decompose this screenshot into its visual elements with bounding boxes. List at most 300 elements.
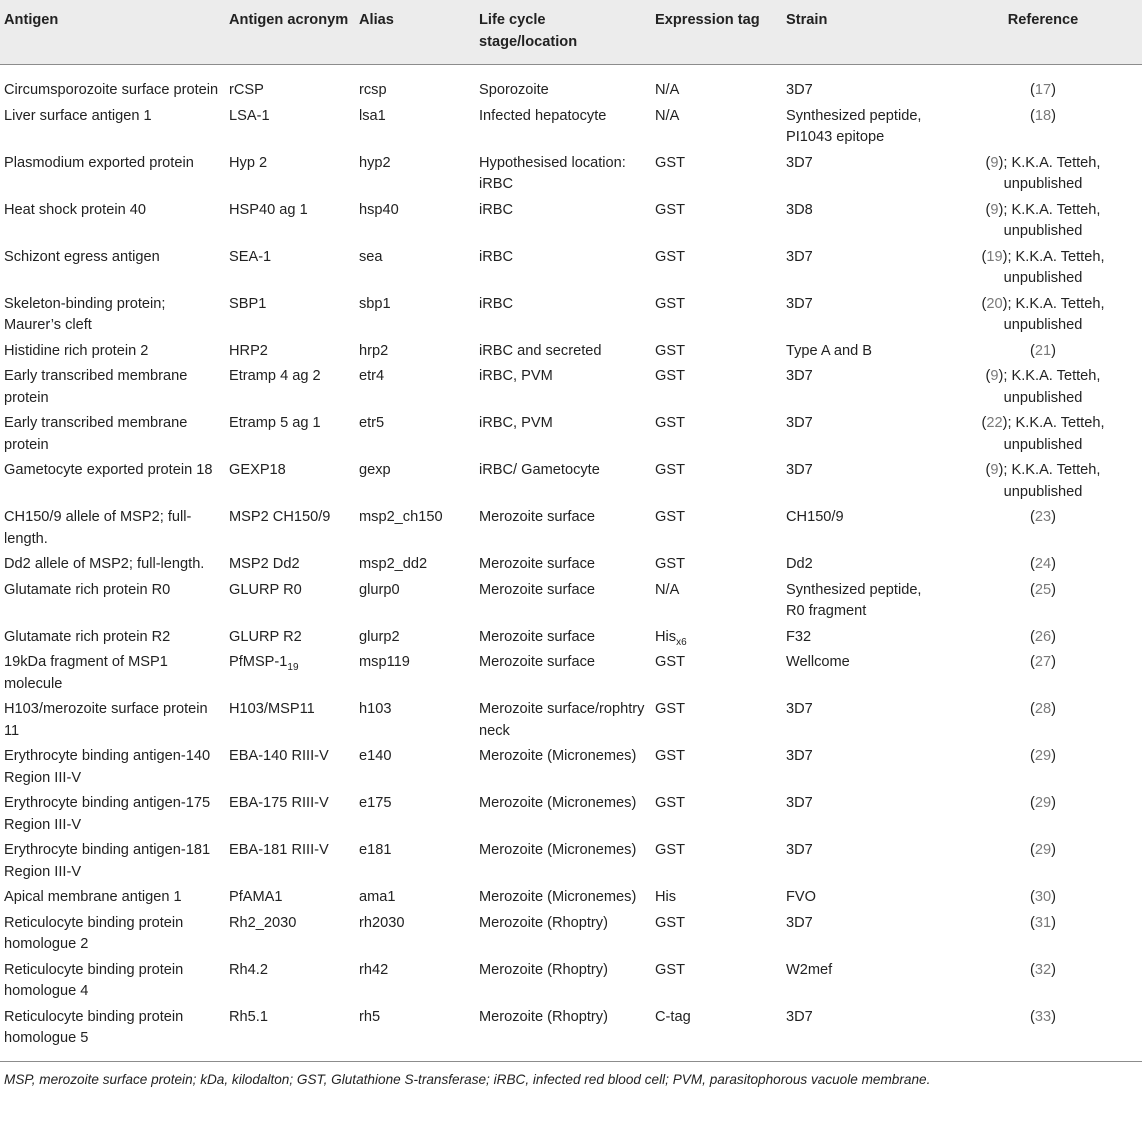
cell-strain-text: CH150/9: [786, 509, 844, 525]
cell-alias-text: rh5: [359, 1008, 381, 1025]
cell-acronym-text: Hyp 2: [229, 154, 268, 171]
table-row: [0, 200, 1142, 247]
table-header: [0, 0, 1142, 65]
header-alias: Alias: [355, 0, 475, 65]
reference-link[interactable]: 9: [990, 462, 999, 478]
cell-tag-text: C-tag: [655, 1008, 691, 1025]
cell-acronym: [225, 699, 355, 746]
paren-close: ): [1051, 795, 1056, 811]
cell-alias: [355, 913, 475, 960]
paren-close: ): [1051, 748, 1056, 764]
cell-reference: [944, 627, 1142, 653]
cell-acronym-text: MSP2 CH150/9: [229, 509, 331, 525]
reference-link[interactable]: 19: [986, 248, 1003, 265]
cell-tag: [651, 341, 782, 367]
reference-link[interactable]: 23: [1034, 509, 1052, 525]
cell-alias: [355, 106, 475, 153]
paren-open: (: [1030, 701, 1035, 717]
cell-strain: [782, 507, 944, 554]
table-body: [0, 65, 1142, 1062]
table-row: [0, 699, 1142, 746]
cell-tag-text: GST: [655, 342, 685, 359]
cell-reference: [944, 65, 1142, 106]
cell-stage-text: Sporozoite: [479, 82, 549, 98]
cell-tag: [651, 793, 782, 840]
cell-alias-text: sbp1: [359, 295, 391, 312]
cell-antigen-text: Erythrocyte binding antigen-175 Region III-V: [4, 795, 211, 833]
paren-open: (: [1030, 961, 1035, 978]
cell-acronym-text: HSP40 ag 1: [229, 201, 308, 218]
cell-strain: [782, 366, 944, 413]
cell-stage: [475, 554, 651, 580]
cell-stage: [475, 366, 651, 413]
cell-stage: [475, 913, 651, 960]
cell-alias: [355, 746, 475, 793]
cell-antigen: [0, 341, 225, 367]
cell-acronym: [225, 507, 355, 554]
cell-alias-text: msp2_dd2: [359, 556, 428, 572]
cell-reference: [944, 247, 1142, 294]
cell-alias: [355, 1007, 475, 1062]
cell-antigen-text: Early transcribed membrane protein: [4, 368, 188, 406]
reference-link[interactable]: 29: [1034, 842, 1052, 858]
cell-strain: [782, 580, 944, 627]
cell-tag-subscript: x6: [676, 636, 687, 648]
cell-antigen: [0, 793, 225, 840]
paren-open: (: [1030, 556, 1035, 572]
paren-open: (: [1030, 342, 1035, 359]
cell-reference: [944, 106, 1142, 153]
cell-reference: [944, 887, 1142, 913]
cell-tag: [651, 106, 782, 153]
cell-acronym-text: SEA-1: [229, 248, 272, 265]
cell-alias: [355, 413, 475, 460]
table-row: [0, 840, 1142, 887]
cell-stage: [475, 840, 651, 887]
cell-reference: [944, 746, 1142, 793]
cell-tag: [651, 460, 782, 507]
cell-reference: [944, 580, 1142, 627]
cell-acronym: [225, 200, 355, 247]
paren-close: ): [998, 154, 1004, 171]
cell-antigen-text: Dd2 allele of MSP2; full-length.: [4, 556, 205, 572]
cell-reference: [944, 366, 1142, 413]
cell-alias: [355, 699, 475, 746]
paren-open: (: [985, 154, 991, 171]
paren-open: (: [1030, 581, 1035, 598]
reference-link[interactable]: 32: [1034, 961, 1052, 978]
cell-acronym: [225, 960, 355, 1007]
cell-antigen: [0, 1007, 225, 1062]
cell-strain: [782, 652, 944, 699]
paren-close: ): [1051, 914, 1056, 931]
cell-alias-text: hsp40: [359, 201, 399, 218]
cell-alias-text: glurp2: [359, 628, 400, 645]
cell-stage-text: iRBC, PVM: [479, 415, 553, 431]
header-antigen: Antigen: [0, 0, 225, 65]
cell-stage: [475, 106, 651, 153]
cell-reference: [944, 960, 1142, 1007]
table-row: [0, 413, 1142, 460]
cell-tag-text: GST: [655, 556, 685, 572]
cell-antigen-text: Reticulocyte binding protein homologue 4: [4, 961, 184, 999]
cell-reference: [944, 554, 1142, 580]
cell-strain: [782, 793, 944, 840]
cell-stage: [475, 1007, 651, 1062]
paren-close: ): [1051, 654, 1056, 670]
cell-alias-text: lsa1: [359, 107, 386, 124]
cell-reference: [944, 294, 1142, 341]
reference-link[interactable]: 21: [1034, 342, 1052, 359]
cell-alias: [355, 887, 475, 913]
cell-strain-text: FVO: [786, 889, 816, 905]
reference-link[interactable]: 24: [1034, 556, 1052, 572]
cell-strain-text: F32: [786, 628, 812, 645]
cell-strain: [782, 294, 944, 341]
cell-acronym-text: Etramp 5 ag 1: [229, 415, 321, 431]
table-row: [0, 65, 1142, 106]
cell-alias-text: rh42: [359, 961, 389, 978]
cell-tag-text: N/A: [655, 82, 680, 98]
cell-tag-text: GST: [655, 961, 685, 978]
cell-alias-text: hrp2: [359, 342, 389, 359]
cell-antigen: [0, 887, 225, 913]
cell-reference: [944, 652, 1142, 699]
cell-antigen-text: 19kDa fragment of MSP1 molecule: [4, 654, 168, 692]
cell-acronym-text: PfMSP-1: [229, 654, 288, 670]
cell-strain-text: Wellcome: [786, 654, 850, 670]
cell-antigen: [0, 366, 225, 413]
table-row: [0, 294, 1142, 341]
cell-strain: [782, 413, 944, 460]
cell-antigen: [0, 200, 225, 247]
header-tag: Expression tag: [651, 0, 782, 65]
reference-link[interactable]: 29: [1034, 795, 1052, 811]
paren-open: (: [981, 295, 987, 312]
cell-tag-text: His: [655, 889, 677, 905]
cell-alias-text: e181: [359, 842, 392, 858]
paren-open: (: [1030, 509, 1035, 525]
cell-alias-text: rcsp: [359, 82, 387, 98]
cell-alias: [355, 554, 475, 580]
cell-stage: [475, 65, 651, 106]
cell-stage: [475, 580, 651, 627]
cell-tag: [651, 1007, 782, 1062]
cell-strain: [782, 460, 944, 507]
reference-link[interactable]: 17: [1034, 82, 1052, 98]
cell-strain: [782, 960, 944, 1007]
reference-link[interactable]: 9: [990, 154, 999, 171]
cell-reference: [944, 200, 1142, 247]
cell-alias: [355, 960, 475, 1007]
cell-acronym: [225, 652, 355, 699]
cell-tag: [651, 840, 782, 887]
cell-stage: [475, 746, 651, 793]
paren-open: (: [985, 462, 991, 478]
cell-tag-text: His: [655, 628, 677, 645]
reference-link[interactable]: 18: [1034, 107, 1052, 124]
header-strain: Strain: [782, 0, 944, 65]
cell-stage: [475, 413, 651, 460]
cell-strain: [782, 840, 944, 887]
cell-acronym-text: rCSP: [229, 82, 264, 98]
cell-strain-text: 3D7: [786, 795, 813, 811]
reference-note: ; K.K.A. Tetteh, unpublished: [1003, 462, 1101, 500]
cell-reference: [944, 793, 1142, 840]
table-row: [0, 627, 1142, 653]
cell-stage-text: Merozoite surface: [479, 581, 595, 598]
cell-stage: [475, 200, 651, 247]
cell-tag-text: N/A: [655, 581, 680, 598]
cell-strain: [782, 554, 944, 580]
cell-strain-text: Synthesized peptide, PI1043 epitope: [786, 107, 922, 145]
reference-link[interactable]: 25: [1034, 581, 1052, 598]
cell-tag: [651, 153, 782, 200]
cell-antigen: [0, 580, 225, 627]
reference-link[interactable]: 9: [990, 368, 999, 384]
cell-alias-text: rh2030: [359, 914, 405, 931]
cell-acronym-subscript: 19: [287, 661, 299, 673]
cell-alias-text: e175: [359, 795, 392, 811]
cell-acronym-text: GLURP R0: [229, 581, 302, 598]
cell-acronym: [225, 294, 355, 341]
cell-alias-text: etr5: [359, 415, 385, 431]
cell-strain-text: Type A and B: [786, 342, 873, 359]
paren-close: ): [1051, 628, 1056, 645]
reference-link[interactable]: 27: [1034, 654, 1052, 670]
cell-reference: [944, 699, 1142, 746]
cell-tag-text: GST: [655, 842, 685, 858]
cell-alias: [355, 153, 475, 200]
reference-link[interactable]: 9: [990, 201, 999, 218]
reference-link[interactable]: 26: [1034, 628, 1052, 645]
reference-link[interactable]: 28: [1034, 701, 1052, 717]
cell-tag-text: N/A: [655, 107, 680, 124]
header-stage: Life cycle stage/location: [475, 0, 651, 65]
cell-reference: [944, 413, 1142, 460]
paren-open: (: [1030, 889, 1035, 905]
paren-close: ): [1051, 342, 1056, 359]
cell-stage: [475, 627, 651, 653]
table-row: [0, 1007, 1142, 1062]
table-row: [0, 580, 1142, 627]
cell-stage-text: Merozoite (Micronemes): [479, 889, 637, 905]
paren-open: (: [1030, 914, 1035, 931]
cell-tag: [651, 247, 782, 294]
cell-strain-text: 3D7: [786, 701, 813, 717]
cell-stage: [475, 153, 651, 200]
cell-alias-text: hyp2: [359, 154, 391, 171]
cell-strain: [782, 746, 944, 793]
cell-tag: [651, 913, 782, 960]
paren-close: ): [1051, 107, 1056, 124]
cell-acronym-text: Etramp 4 ag 2: [229, 368, 321, 384]
reference-link[interactable]: 20: [986, 295, 1003, 312]
paren-close: ): [1051, 889, 1056, 905]
cell-reference: [944, 913, 1142, 960]
cell-alias-text: msp119: [359, 654, 410, 670]
cell-strain: [782, 627, 944, 653]
cell-tag: [651, 652, 782, 699]
cell-antigen: [0, 247, 225, 294]
cell-acronym: [225, 887, 355, 913]
cell-alias: [355, 840, 475, 887]
cell-acronym-text: GLURP R2: [229, 628, 302, 645]
cell-acronym-text: HRP2: [229, 342, 268, 359]
cell-acronym: [225, 106, 355, 153]
table-row: [0, 746, 1142, 793]
cell-stage-text: Merozoite (Rhoptry): [479, 914, 608, 931]
paren-open: (: [981, 248, 987, 265]
cell-antigen: [0, 460, 225, 507]
cell-strain-text: 3D7: [786, 415, 813, 431]
cell-tag-text: GST: [655, 654, 685, 670]
reference-note: ; K.K.A. Tetteh, unpublished: [1003, 248, 1105, 286]
reference-link[interactable]: 22: [986, 415, 1003, 431]
cell-alias-text: msp2_ch150: [359, 509, 443, 525]
cell-antigen-text: Circumsporozoite surface protein: [4, 82, 219, 98]
table-row: [0, 652, 1142, 699]
cell-alias-text: etr4: [359, 368, 385, 384]
paren-open: (: [981, 415, 987, 431]
paren-close: ): [1051, 842, 1056, 858]
cell-antigen: [0, 652, 225, 699]
paren-open: (: [1030, 1008, 1035, 1025]
cell-reference: [944, 507, 1142, 554]
cell-strain-text: 3D7: [786, 462, 813, 478]
cell-acronym-text: Rh2_2030: [229, 914, 297, 931]
cell-antigen: [0, 507, 225, 554]
cell-tag-text: GST: [655, 368, 685, 384]
cell-stage: [475, 887, 651, 913]
cell-reference: [944, 341, 1142, 367]
cell-acronym: [225, 153, 355, 200]
cell-stage: [475, 793, 651, 840]
paren-open: (: [1030, 842, 1035, 858]
cell-strain-text: 3D8: [786, 201, 813, 218]
cell-stage-text: Merozoite surface/rophtry neck: [479, 701, 645, 739]
cell-antigen-text: Schizont egress antigen: [4, 248, 160, 265]
cell-strain-text: 3D7: [786, 842, 813, 858]
cell-stage: [475, 652, 651, 699]
reference-link[interactable]: 31: [1034, 914, 1052, 931]
reference-note: ; K.K.A. Tetteh, unpublished: [1003, 368, 1101, 406]
cell-strain-text: Synthesized peptide, R0 fragment: [786, 581, 922, 619]
cell-acronym-text: EBA-140 RIII-V: [229, 748, 329, 764]
cell-tag-text: GST: [655, 795, 685, 811]
cell-antigen-text: Erythrocyte binding antigen-140 Region III-V: [4, 748, 211, 786]
cell-alias: [355, 294, 475, 341]
reference-note: ; K.K.A. Tetteh, unpublished: [1003, 201, 1101, 239]
cell-antigen-text: Reticulocyte binding protein homologue 2: [4, 914, 184, 952]
cell-antigen: [0, 554, 225, 580]
cell-strain-text: 3D7: [786, 82, 813, 98]
cell-strain: [782, 341, 944, 367]
cell-acronym: [225, 913, 355, 960]
cell-antigen-text: H103/merozoite surface protein 11: [4, 701, 208, 739]
cell-stage: [475, 294, 651, 341]
cell-strain-text: 3D7: [786, 368, 813, 384]
cell-strain-text: 3D7: [786, 914, 813, 931]
paren-open: (: [1030, 654, 1035, 670]
cell-strain: [782, 699, 944, 746]
cell-acronym-text: MSP2 Dd2: [229, 556, 300, 572]
cell-stage-text: iRBC: [479, 201, 514, 218]
cell-alias: [355, 627, 475, 653]
cell-tag: [651, 746, 782, 793]
cell-tag-text: GST: [655, 201, 685, 218]
cell-strain-text: 3D7: [786, 248, 813, 265]
cell-stage: [475, 247, 651, 294]
cell-acronym-text: GEXP18: [229, 462, 286, 478]
cell-tag: [651, 887, 782, 913]
table-row: [0, 960, 1142, 1007]
cell-antigen-text: Early transcribed membrane protein: [4, 415, 188, 453]
cell-antigen-text: CH150/9 allele of MSP2; full-length.: [4, 509, 192, 547]
cell-tag: [651, 366, 782, 413]
cell-antigen: [0, 840, 225, 887]
table-footnote: MSP, merozoite surface protein; kDa, kilodalton; GST, Glutathione S-transferase; iRBC, infected red blood cell; PVM, parasitophorous vacuole membrane.: [4, 1071, 931, 1087]
cell-alias: [355, 507, 475, 554]
cell-stage-text: Merozoite (Micronemes): [479, 842, 637, 858]
cell-antigen: [0, 960, 225, 1007]
cell-acronym-text: SBP1: [229, 295, 267, 312]
cell-stage: [475, 507, 651, 554]
paren-open: (: [1030, 107, 1035, 124]
paren-close: ): [1051, 509, 1056, 525]
reference-link[interactable]: 29: [1034, 748, 1052, 764]
cell-tag: [651, 699, 782, 746]
paren-close: ): [998, 368, 1004, 384]
cell-antigen-text: Plasmodium exported protein: [4, 154, 194, 171]
cell-antigen: [0, 913, 225, 960]
cell-strain: [782, 913, 944, 960]
paren-close: ): [1051, 82, 1056, 98]
cell-alias-text: h103: [359, 701, 392, 717]
cell-alias: [355, 200, 475, 247]
cell-stage-text: iRBC, PVM: [479, 368, 553, 384]
cell-strain: [782, 887, 944, 913]
cell-tag: [651, 294, 782, 341]
cell-acronym: [225, 554, 355, 580]
cell-reference: [944, 1007, 1142, 1062]
cell-antigen-text: Apical membrane antigen 1: [4, 889, 182, 905]
header-reference: Reference: [944, 0, 1142, 65]
cell-stage-text: iRBC and secreted: [479, 342, 602, 359]
reference-link[interactable]: 30: [1034, 889, 1052, 905]
cell-stage-text: Merozoite (Micronemes): [479, 748, 637, 764]
cell-stage: [475, 341, 651, 367]
paren-open: (: [985, 201, 991, 218]
header-row: [0, 0, 1142, 65]
table-row: [0, 507, 1142, 554]
cell-antigen: [0, 65, 225, 106]
cell-acronym-text: EBA-181 RIII-V: [229, 842, 329, 858]
cell-strain: [782, 153, 944, 200]
reference-link[interactable]: 33: [1034, 1008, 1052, 1025]
reference-note: ; K.K.A. Tetteh, unpublished: [1003, 295, 1105, 333]
cell-acronym-text: PfAMA1: [229, 889, 283, 905]
cell-alias-text: e140: [359, 748, 392, 764]
cell-antigen-text: Erythrocyte binding antigen-181 Region III-V: [4, 842, 211, 880]
cell-acronym: [225, 746, 355, 793]
cell-stage-text: Infected hepatocyte: [479, 107, 607, 124]
cell-reference: [944, 153, 1142, 200]
paren-open: (: [985, 368, 991, 384]
cell-alias: [355, 65, 475, 106]
cell-tag: [651, 580, 782, 627]
cell-tag-text: GST: [655, 509, 685, 525]
